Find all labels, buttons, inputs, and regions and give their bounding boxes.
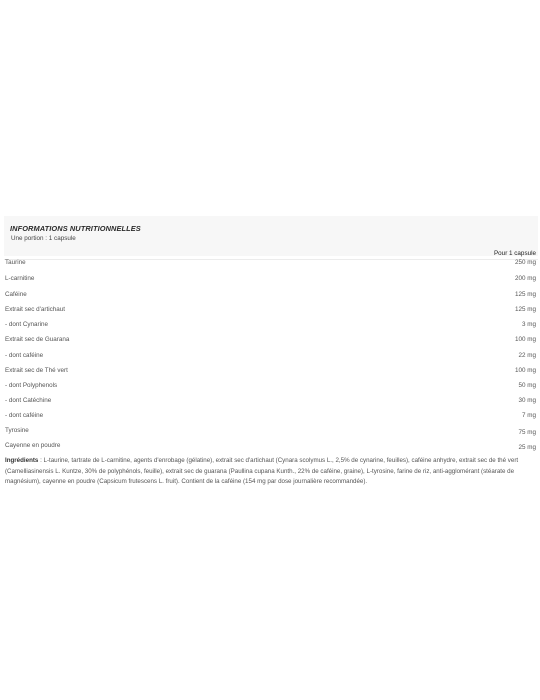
nutrient-value: 22 mg	[518, 352, 536, 359]
nutrient-name: - dont Catéchine	[5, 397, 52, 404]
nutrient-name: Taurine	[5, 259, 26, 266]
serving-size: Une portion : 1 capsule	[11, 235, 76, 242]
nutrient-value: 200 mg	[514, 275, 536, 282]
nutrient-name: - dont Polyphenols	[5, 382, 58, 389]
nutrient-value: 250 mg	[514, 259, 536, 266]
header-divider	[4, 259, 538, 260]
nutrient-name: Tyrosine	[5, 427, 29, 434]
nutrition-panel	[4, 216, 538, 489]
nutrient-value: 50 mg	[518, 382, 536, 389]
nutrient-name: - dont Cynarine	[5, 321, 49, 328]
nutrient-name: Cayenne en poudre	[5, 442, 61, 449]
nutrient-value: 3 mg	[522, 321, 536, 328]
ingredients-list: : L-taurine, tartrate de L-carnitine, agents d'enrobage (gélatine), extrait sec d'artichaut (Cynara scolymus L., 2,5% de cynarine, feuilles), caféine anhydre, extrait sec de thé vert (Camelliasinensis L. Kuntze, 30% de polyphénols, feuille), extrait sec de guarana (Paullina cupana Kunth., 22% de caféine, graine), L-tyrosine, farine de riz, anti-agglomérant (stéarate de magnésium), cayenne en poudre (Capsicum frutescens L. fruit). Contient de la caféine (154 mg par dose journalière recommandée).	[5, 457, 519, 485]
nutrient-name: - dont caféine	[5, 352, 44, 359]
nutrient-value: 30 mg	[518, 397, 536, 404]
nutrient-value: 7 mg	[522, 412, 536, 419]
ingredients-text	[5, 456, 538, 488]
nutrient-name: Caféine	[5, 291, 27, 298]
nutrient-value: 75 mg	[518, 429, 536, 436]
nutrient-value: 125 mg	[514, 291, 536, 298]
nutrient-value: 125 mg	[514, 306, 536, 313]
nutrient-name: L-carnitine	[5, 275, 35, 282]
nutrient-name: - dont caféine	[5, 412, 44, 419]
ingredients-label: Ingrédients	[5, 457, 39, 464]
nutrient-name: Extrait sec de Thé vert	[5, 367, 68, 374]
nutrient-value: 100 mg	[514, 336, 536, 343]
nutrition-header	[4, 216, 538, 256]
per-capsule-header: Pour 1 capsule	[493, 250, 536, 257]
nutrition-title: INFORMATIONS NUTRITIONNELLES	[10, 224, 141, 233]
nutrient-value: 25 mg	[518, 444, 536, 451]
nutrient-value: 100 mg	[514, 367, 536, 374]
nutrient-name: Extrait sec d'artichaut	[5, 306, 65, 313]
nutrient-name: Extrait sec de Guarana	[5, 336, 70, 343]
